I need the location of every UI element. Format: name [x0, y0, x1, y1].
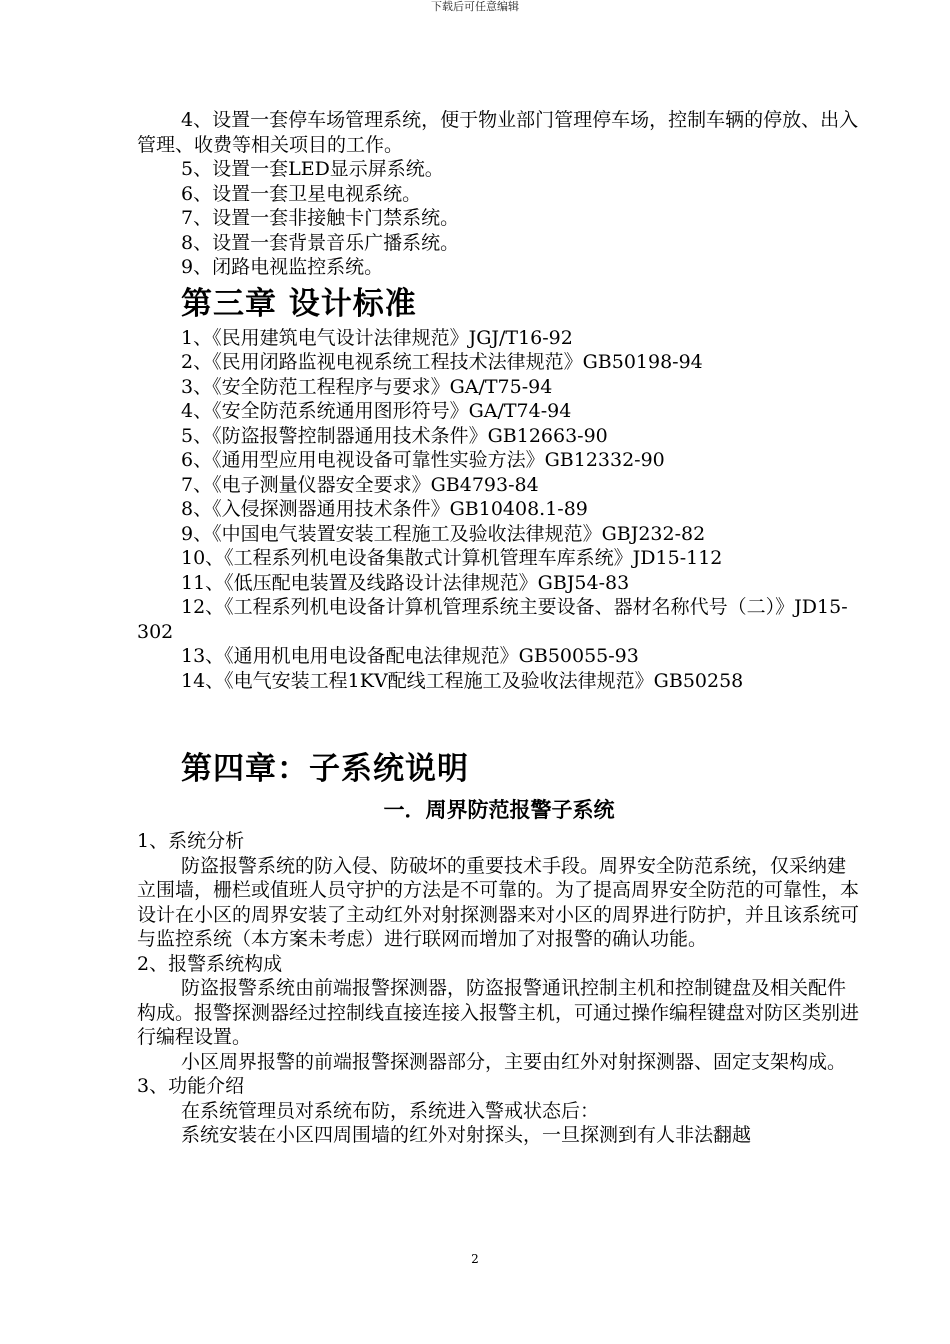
standard-item: 8、《入侵探测器通用技术条件》GB10408.1-89: [181, 498, 588, 520]
page-header: 下载后可任意编辑: [431, 0, 519, 13]
intro-item: 5、设置一套LED显示屏系统。: [181, 158, 444, 180]
paragraph: 小区周界报警的前端报警探测器部分，主要由红外对射探测器、固定支架构成。: [181, 1050, 847, 1073]
paragraph: 防盗报警系统由前端报警探测器，防盗报警通讯控制主机和控制键盘及相关配件构成。报警探测器经过控制线直接连接入报警主机，可通过操作编程键盘对防区类别进行编程设置。: [137, 977, 860, 1048]
document-body: [137, 108, 861, 1148]
standard-item: 9、《中国电气装置安装工程施工及验收法律规范》GBJ232-82: [181, 522, 706, 545]
standard-item: 13、《通用机电用电设备配电法律规范》GB50055-93: [181, 645, 639, 667]
intro-item: 9、闭路电视监控系统。: [181, 256, 384, 278]
standard-item: 5、《防盗报警控制器通用技术条件》GB12663-90: [181, 424, 608, 447]
standard-item: 11、《低压配电装置及线路设计法律规范》GBJ54-83: [181, 571, 630, 594]
standard-item: 14、《电气安装工程1KV配线工程施工及验收法律规范》GB50258: [181, 669, 744, 692]
intro-item: 4、设置一套停车场管理系统，便于物业部门管理停车场，控制车辆的停放、出入管理、收费等相关项目的工作。: [137, 109, 859, 156]
standard-item: 4、《安全防范系统通用图形符号》GA/T74-94: [181, 400, 572, 422]
subsection-heading: 3、功能介绍: [137, 1075, 245, 1097]
standard-item: 6、《通用型应用电视设备可靠性实验方法》GB12332-90: [181, 449, 665, 471]
paragraph: 系统安装在小区四周围墙的红外对射探头，一旦探测到有人非法翻越: [181, 1124, 752, 1146]
standard-item: 12、《工程系列机电设备计算机管理系统主要设备、器材名称代号（二）》JD15-302: [137, 596, 848, 643]
subsection-heading: 1、系统分析: [137, 830, 245, 852]
standard-item: 10、《工程系列机电设备集散式计算机管理车库系统》JD15-112: [181, 547, 723, 569]
intro-item: 7、设置一套非接触卡门禁系统。: [181, 207, 460, 229]
intro-item: 8、设置一套背景音乐广播系统。: [181, 231, 460, 254]
standard-item: 7、《电子测量仪器安全要求》GB4793-84: [181, 473, 539, 496]
intro-item: 6、设置一套卫星电视系统。: [181, 182, 422, 205]
page-number: 2: [471, 1252, 479, 1266]
standard-item: 1、《民用建筑电气设计法律规范》JGJ/T16-92: [181, 326, 573, 349]
standard-item: 3、《安全防范工程程序与要求》GA/T75-94: [181, 375, 553, 398]
standard-item: 2、《民用闭路监视电视系统工程技术法律规范》GB50198-94: [181, 351, 703, 373]
paragraph: 防盗报警系统的防入侵、防破坏的重要技术手段。周界安全防范系统，仅采纳建立围墙，栅栏或值班人员守护的方法是不可靠的。为了提高周界安全防范的可靠性，本设计在小区的周界安装了主动红外对射探测器来对小区的周界进行防护，并且该系统可与监控系统（本方案未考虑）进行联网而增加了对报警的确认功能。: [137, 854, 860, 950]
paragraph: 在系统管理员对系统布防，系统进入警戒状态后：: [181, 1099, 600, 1122]
subsection-heading: 2、报警系统构成: [137, 952, 283, 975]
chapter-4-title: 第四章：子系统说明: [181, 751, 469, 787]
section-title: 一．周界防范报警子系统: [383, 798, 615, 822]
chapter-3-title: 第三章 设计标准: [181, 285, 417, 322]
